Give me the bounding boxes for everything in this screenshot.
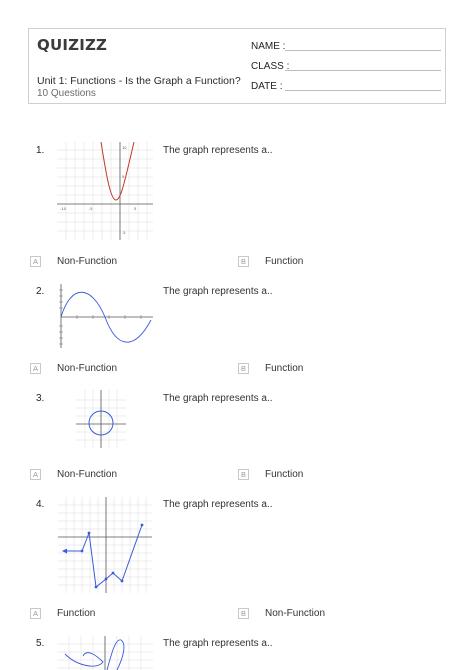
tick-label: -5 bbox=[89, 207, 93, 211]
graph-parabola bbox=[57, 142, 153, 240]
date-field[interactable] bbox=[251, 81, 441, 92]
graph-sine bbox=[57, 284, 155, 348]
option-b-text[interactable]: Non-Function bbox=[265, 608, 326, 619]
tick-label: 5 bbox=[122, 175, 125, 179]
worksheet-header bbox=[28, 28, 446, 104]
option-b-badge[interactable]: B bbox=[238, 256, 249, 267]
option-a-badge[interactable]: A bbox=[30, 363, 41, 374]
question-prompt: The graph represents a.. bbox=[163, 145, 273, 156]
class-line[interactable] bbox=[285, 70, 441, 71]
question-number: 2. bbox=[36, 286, 45, 297]
question-count: 10 Questions bbox=[37, 88, 96, 99]
graph-circle bbox=[76, 390, 126, 448]
question-prompt: The graph represents a.. bbox=[163, 638, 273, 649]
question-prompt: The graph represents a.. bbox=[163, 499, 273, 510]
option-b-badge[interactable]: B bbox=[238, 469, 249, 480]
name-label: NAME : bbox=[251, 41, 286, 52]
option-a-text[interactable]: Non-Function bbox=[57, 256, 118, 267]
name-line[interactable] bbox=[285, 50, 441, 51]
option-a-text[interactable]: Function bbox=[57, 608, 96, 619]
tick-label: -5 bbox=[122, 231, 126, 235]
option-a-badge[interactable]: A bbox=[30, 608, 41, 619]
class-field[interactable] bbox=[251, 61, 441, 72]
quizizz-logo: QUIZIZZ bbox=[37, 36, 108, 54]
loop-curve bbox=[65, 653, 103, 667]
loop-curve bbox=[107, 640, 124, 670]
tick-label: 10 bbox=[122, 146, 127, 150]
date-line[interactable] bbox=[285, 90, 441, 91]
graph-loops bbox=[57, 636, 153, 670]
option-b-badge[interactable]: B bbox=[238, 608, 249, 619]
option-a-text[interactable]: Non-Function bbox=[57, 363, 118, 374]
option-a-badge[interactable]: A bbox=[30, 256, 41, 267]
question-number: 1. bbox=[36, 145, 45, 156]
question-prompt: The graph represents a.. bbox=[163, 393, 273, 404]
option-b-badge[interactable]: B bbox=[238, 363, 249, 374]
option-a-text[interactable]: Non-Function bbox=[57, 469, 118, 480]
question-prompt: The graph represents a.. bbox=[163, 286, 273, 297]
name-field[interactable] bbox=[251, 41, 441, 52]
question-number: 4. bbox=[36, 499, 45, 510]
graph-piecewise bbox=[58, 497, 152, 593]
piecewise-line bbox=[64, 525, 142, 587]
option-b-text[interactable]: Function bbox=[265, 363, 304, 374]
question-number: 3. bbox=[36, 393, 45, 404]
worksheet-title: Unit 1: Functions - Is the Graph a Function? bbox=[37, 75, 241, 87]
option-a-badge[interactable]: A bbox=[30, 469, 41, 480]
option-b-text[interactable]: Function bbox=[265, 256, 304, 267]
date-label: DATE : bbox=[251, 81, 283, 92]
tick-label: -10 bbox=[60, 207, 66, 211]
option-b-text[interactable]: Function bbox=[265, 469, 304, 480]
question-number: 5. bbox=[36, 638, 45, 649]
tick-label: 5 bbox=[134, 207, 137, 211]
class-label: CLASS : bbox=[251, 61, 290, 72]
graph-grid bbox=[57, 142, 153, 240]
